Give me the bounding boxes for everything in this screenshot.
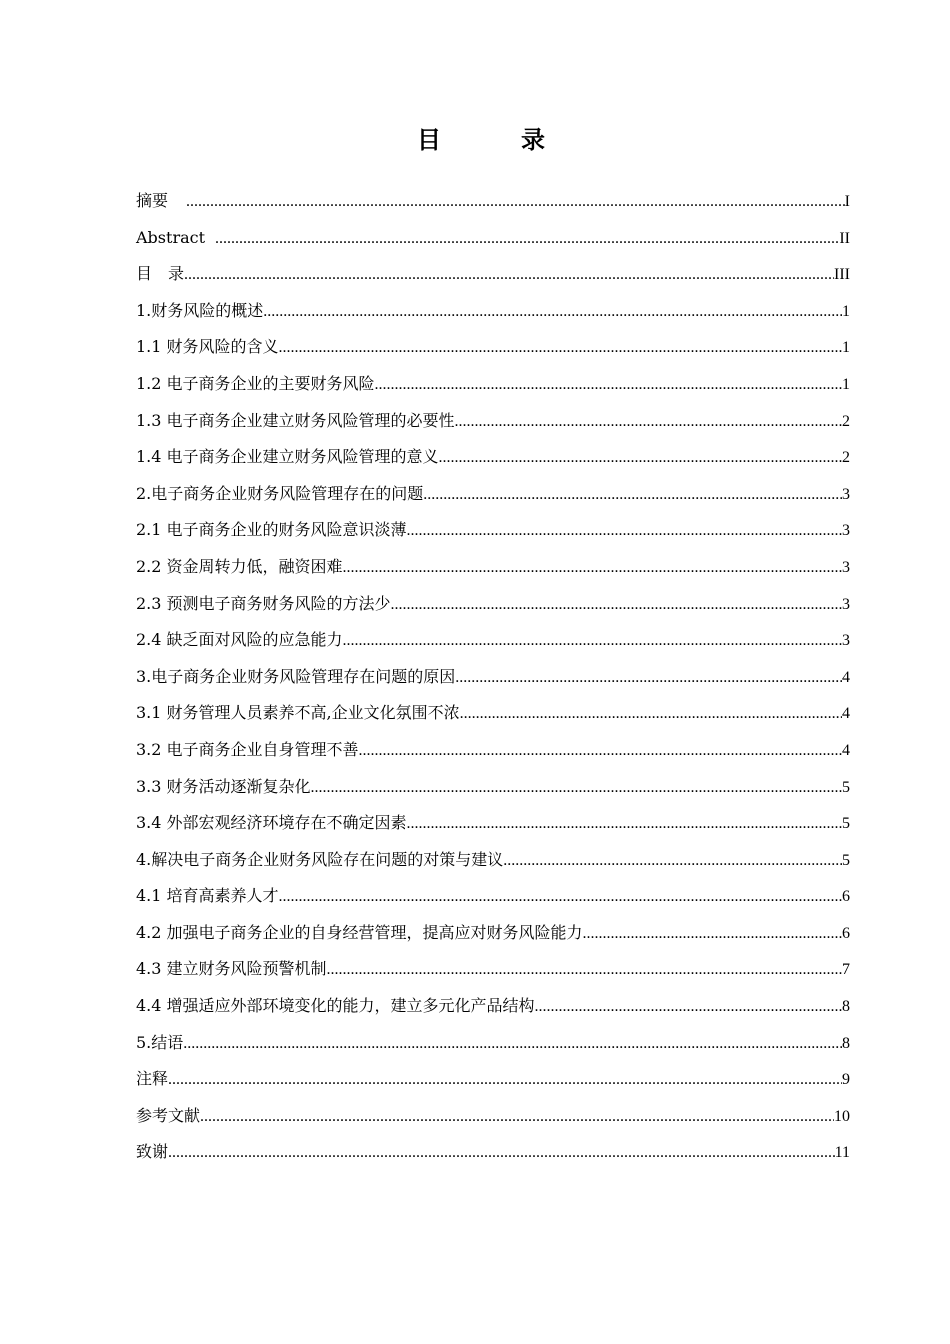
toc-entry [136, 769, 850, 806]
toc-entry-label: 目 录 [136, 264, 185, 284]
toc-entry-label: 注释 [136, 1069, 169, 1089]
toc-entry-label: 2.3 预测电子商务财务风险的方法少 [136, 593, 391, 613]
toc-entry [136, 805, 850, 842]
toc-entry-label: 1.2 电子商务企业的主要财务风险 [136, 373, 375, 393]
toc-entry-label: 2.电子商务企业财务风险管理存在的问题 [136, 483, 424, 503]
toc-entry-label: 5.结语 [136, 1032, 184, 1052]
toc-entry-page: 2 [842, 449, 850, 467]
toc-dot-leader [455, 404, 842, 441]
toc-entry-label: 4.1 培育高素养人才 [136, 886, 279, 906]
toc-dot-leader [263, 294, 842, 331]
toc-dot-leader [311, 770, 842, 807]
toc-dot-leader [343, 623, 842, 660]
toc-entry-page: 1 [842, 339, 850, 357]
toc-dot-leader [407, 513, 842, 550]
toc-entry-page: 4 [842, 705, 850, 723]
toc-entry-label: 2.4 缺乏面对风险的应急能力 [136, 630, 343, 650]
toc-entry [136, 951, 850, 988]
toc-entry-page: 5 [842, 778, 850, 796]
toc-entry-page: 4 [842, 741, 850, 759]
toc-entry [136, 183, 850, 220]
toc-entry [136, 1061, 850, 1098]
toc-entry-label: Abstract [136, 227, 206, 247]
toc-entry-label: 参考文献 [136, 1105, 201, 1125]
toc-entry-label: 3.4 外部宏观经济环境存在不确定因素 [136, 813, 407, 833]
toc-entry [136, 476, 850, 513]
toc-dot-leader [184, 257, 834, 294]
toc-entry-page: 3 [842, 632, 850, 650]
toc-entry-label: 4.4 增强适应外部环境变化的能力，建立多元化产品结构 [136, 996, 535, 1016]
toc-dot-leader [375, 367, 842, 404]
toc-entry-page: 9 [842, 1071, 850, 1089]
toc-entry-page: 5 [842, 815, 850, 833]
toc-entry-label: 2.1 电子商务企业的财务风险意识淡薄 [136, 520, 407, 540]
toc-dot-leader [460, 696, 842, 733]
toc-entry [136, 256, 850, 293]
toc-entry-label: 摘要 [136, 191, 169, 210]
toc-entry [136, 732, 850, 769]
toc-entry [136, 1134, 850, 1171]
toc-entry [136, 512, 850, 549]
toc-entry-label: 3.1 财务管理人员素养不高,企业文化氛围不浓 [136, 703, 460, 723]
toc-entry-label: 3.电子商务企业财务风险管理存在问题的原因 [136, 666, 456, 686]
toc-entry-label: 致谢 [136, 1142, 169, 1162]
toc-dot-leader [279, 879, 842, 916]
toc-entry [136, 366, 850, 403]
toc-entry [136, 439, 850, 476]
toc-entry-page: 1 [842, 375, 850, 393]
toc-dot-leader [186, 184, 845, 221]
toc-dot-leader [168, 1062, 842, 1099]
toc-entry-page: 4 [842, 668, 850, 686]
toc-entry-label: 3.3 财务活动逐渐复杂化 [136, 776, 311, 796]
toc-entry-page: 11 [834, 1144, 850, 1162]
toc-entry-label: 1.1 财务风险的含义 [136, 337, 279, 357]
toc-entry-page: 8 [842, 1034, 850, 1052]
toc-entry-page: 1 [842, 302, 850, 320]
toc-dot-leader [439, 440, 842, 477]
toc-entry-label: 1.财务风险的概述 [136, 300, 264, 320]
toc-entry [136, 988, 850, 1025]
toc-entry-label: 4.2 加强电子商务企业的自身经营管理，提高应对财务风险能力 [136, 922, 583, 942]
toc-entry [136, 622, 850, 659]
toc-entry [136, 1025, 850, 1062]
toc-dot-leader [535, 989, 842, 1026]
toc-entry-page: 3 [842, 595, 850, 613]
toc-entry-page: 6 [842, 924, 850, 942]
toc-entry [136, 586, 850, 623]
toc-dot-leader [391, 587, 842, 624]
toc-entry-label: 4.3 建立财务风险预警机制 [136, 959, 327, 979]
toc-entry-page: 7 [842, 961, 850, 979]
toc-entry-page: 8 [842, 998, 850, 1016]
toc-entry [136, 915, 850, 952]
toc-entry-label: 1.4 电子商务企业建立财务风险管理的意义 [136, 447, 439, 467]
toc-entry-label: 2.2 资金周转力低，融资困难 [136, 556, 343, 576]
toc-entry [136, 878, 850, 915]
toc-entry [136, 293, 850, 330]
toc-dot-leader [279, 330, 842, 367]
toc-entry-page: 5 [842, 851, 850, 869]
toc-dot-leader [215, 221, 839, 258]
toc-dot-leader [168, 1135, 835, 1172]
toc-entry-page: III [834, 266, 850, 284]
toc-dot-leader [183, 1026, 842, 1063]
toc-entry-page: 3 [842, 485, 850, 503]
table-of-contents [136, 183, 850, 1171]
toc-entry-page: II [839, 229, 850, 247]
toc-entry-page: 2 [842, 412, 850, 430]
toc-dot-leader [343, 550, 842, 587]
toc-dot-leader [583, 916, 842, 953]
toc-entry-page: 3 [842, 558, 850, 576]
toc-entry [136, 1098, 850, 1135]
toc-title: 目 录 [417, 125, 573, 154]
toc-dot-leader [200, 1099, 834, 1136]
toc-entry [136, 329, 850, 366]
toc-dot-leader [359, 733, 842, 770]
toc-entry-label: 1.3 电子商务企业建立财务风险管理的必要性 [136, 410, 455, 430]
toc-entry-label: 4.解决电子商务企业财务风险存在问题的对策与建议 [136, 849, 504, 869]
toc-dot-leader [423, 477, 842, 514]
toc-dot-leader [455, 660, 842, 697]
toc-entry [136, 695, 850, 732]
toc-dot-leader [407, 806, 842, 843]
toc-entry [136, 659, 850, 696]
toc-entry [136, 842, 850, 879]
toc-dot-leader [327, 952, 842, 989]
toc-entry-label: 3.2 电子商务企业自身管理不善 [136, 739, 359, 759]
toc-entry-page: 10 [834, 1107, 850, 1125]
toc-entry [136, 220, 850, 257]
toc-dot-leader [503, 843, 842, 880]
toc-entry-page: 6 [842, 888, 850, 906]
toc-entry-page: 3 [842, 522, 850, 540]
toc-entry [136, 403, 850, 440]
toc-entry-page: I [844, 193, 850, 210]
toc-entry [136, 549, 850, 586]
